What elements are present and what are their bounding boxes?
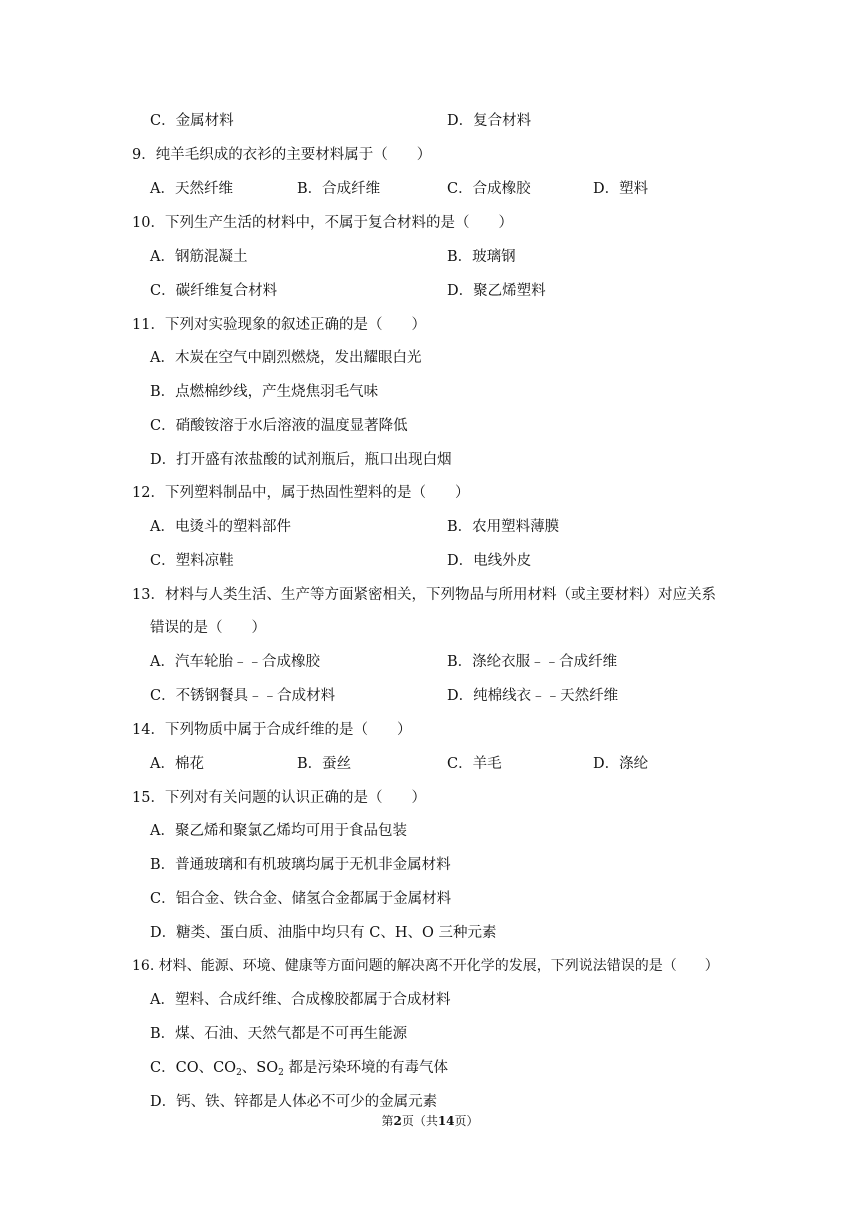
q15-stem: 15．下列对有关问题的认识正确的是（ ） [132, 790, 426, 806]
q16-option-d: D．钙、铁、锌都是人体必不可少的金属元素 [150, 1094, 438, 1110]
q13-option-a: A．汽车轮胎﹣﹣合成橡胶 [150, 654, 320, 670]
footer-suffix: 页） [454, 1114, 479, 1128]
q15-option-c: C．铝合金、铁合金、储氢合金都属于金属材料 [150, 891, 452, 907]
q16-option-c-sub2: 2 [278, 1068, 284, 1078]
q16-option-c-sub1: 2 [236, 1068, 242, 1078]
q16-option-c-suffix: 都是污染环境的有毒气体 [283, 1060, 448, 1076]
page-footer [0, 1113, 860, 1129]
q10-option-d: D．聚乙烯塑料 [447, 283, 546, 299]
q16-option-a: A．塑料、合成纤维、合成橡胶都属于合成材料 [150, 992, 451, 1008]
q8-option-d: D．复合材料 [447, 113, 532, 129]
q16-option-c-prefix: C．CO、CO [150, 1060, 237, 1076]
q11-option-c: C．硝酸铵溶于水后溶液的温度显著降低 [150, 418, 408, 434]
q10-option-b: B．玻璃钢 [447, 249, 516, 265]
q14-option-c: C．羊毛 [447, 756, 502, 772]
q9-option-c: C．合成橡胶 [447, 181, 531, 197]
q15-option-b: B．普通玻璃和有机玻璃均属于无机非金属材料 [150, 857, 451, 873]
q12-option-d: D．电线外皮 [447, 553, 532, 569]
q15-option-d: D．糖类、蛋白质、油脂中均只有 C、H、O 三种元素 [150, 925, 497, 941]
q9-option-d: D．塑料 [593, 181, 649, 197]
q12-stem: 12．下列塑料制品中，属于热固性塑料的是（ ） [132, 485, 470, 501]
q10-option-c: C．碳纤维复合材料 [150, 283, 278, 299]
q16-option-c [150, 1058, 448, 1078]
q13-option-d: D．纯棉线衣﹣﹣天然纤维 [447, 688, 619, 704]
q12-option-a: A．电烫斗的塑料部件 [150, 519, 291, 535]
q14-stem: 14．下列物质中属于合成纤维的是（ ） [132, 722, 412, 738]
q9-stem: 9．纯羊毛织成的衣衫的主要材料属于（ ） [132, 147, 432, 163]
q13-option-b: B．涤纶衣服﹣﹣合成纤维 [447, 654, 618, 670]
q9-option-a: A．天然纤维 [150, 181, 233, 197]
q12-option-c: C．塑料凉鞋 [150, 553, 234, 569]
q12-option-b: B．农用塑料薄膜 [447, 519, 560, 535]
q13-stem-line2: 错误的是（ ） [150, 620, 266, 636]
q15-option-a: A．聚乙烯和聚氯乙烯均可用于食品包装 [150, 823, 407, 839]
q8-option-c: C．金属材料 [150, 113, 234, 129]
footer-prefix: 第 [381, 1114, 394, 1128]
q14-option-a: A．棉花 [150, 756, 204, 772]
q9-option-b: B．合成纤维 [297, 181, 381, 197]
q14-option-d: D．涤纶 [593, 756, 649, 772]
q16-option-c-mid: 、SO [241, 1060, 279, 1076]
q13-stem-line1: 13．材料与人类生活、生产等方面紧密相关，下列物品与所用材料（或主要材料）对应关系 [132, 587, 716, 603]
q11-option-d: D．打开盛有浓盐酸的试剂瓶后，瓶口出现白烟 [150, 452, 452, 468]
q13-option-c: C．不锈钢餐具﹣﹣合成材料 [150, 688, 336, 704]
q11-option-b: B．点燃棉纱线，产生烧焦羽毛气味 [150, 384, 379, 400]
footer-mid: 页（共 [401, 1114, 438, 1128]
footer-page-number: 2 [393, 1114, 402, 1128]
q10-stem: 10．下列生产生活的材料中，不属于复合材料的是（ ） [132, 215, 513, 231]
q14-option-b: B．蚕丝 [297, 756, 352, 772]
q16-option-b: B．煤、石油、天然气都是不可再生能源 [150, 1026, 408, 1042]
q10-option-a: A．钢筋混凝土 [150, 249, 248, 265]
q16-stem: 16. 材料、能源、环境、健康等方面问题的解决离不开化学的发展，下列说法错误的是（ ） [132, 958, 719, 974]
q11-option-a: A．木炭在空气中剧烈燃烧，发出耀眼白光 [150, 350, 422, 366]
q11-stem: 11．下列对实验现象的叙述正确的是（ ） [132, 317, 426, 333]
footer-total-pages: 14 [437, 1114, 455, 1128]
